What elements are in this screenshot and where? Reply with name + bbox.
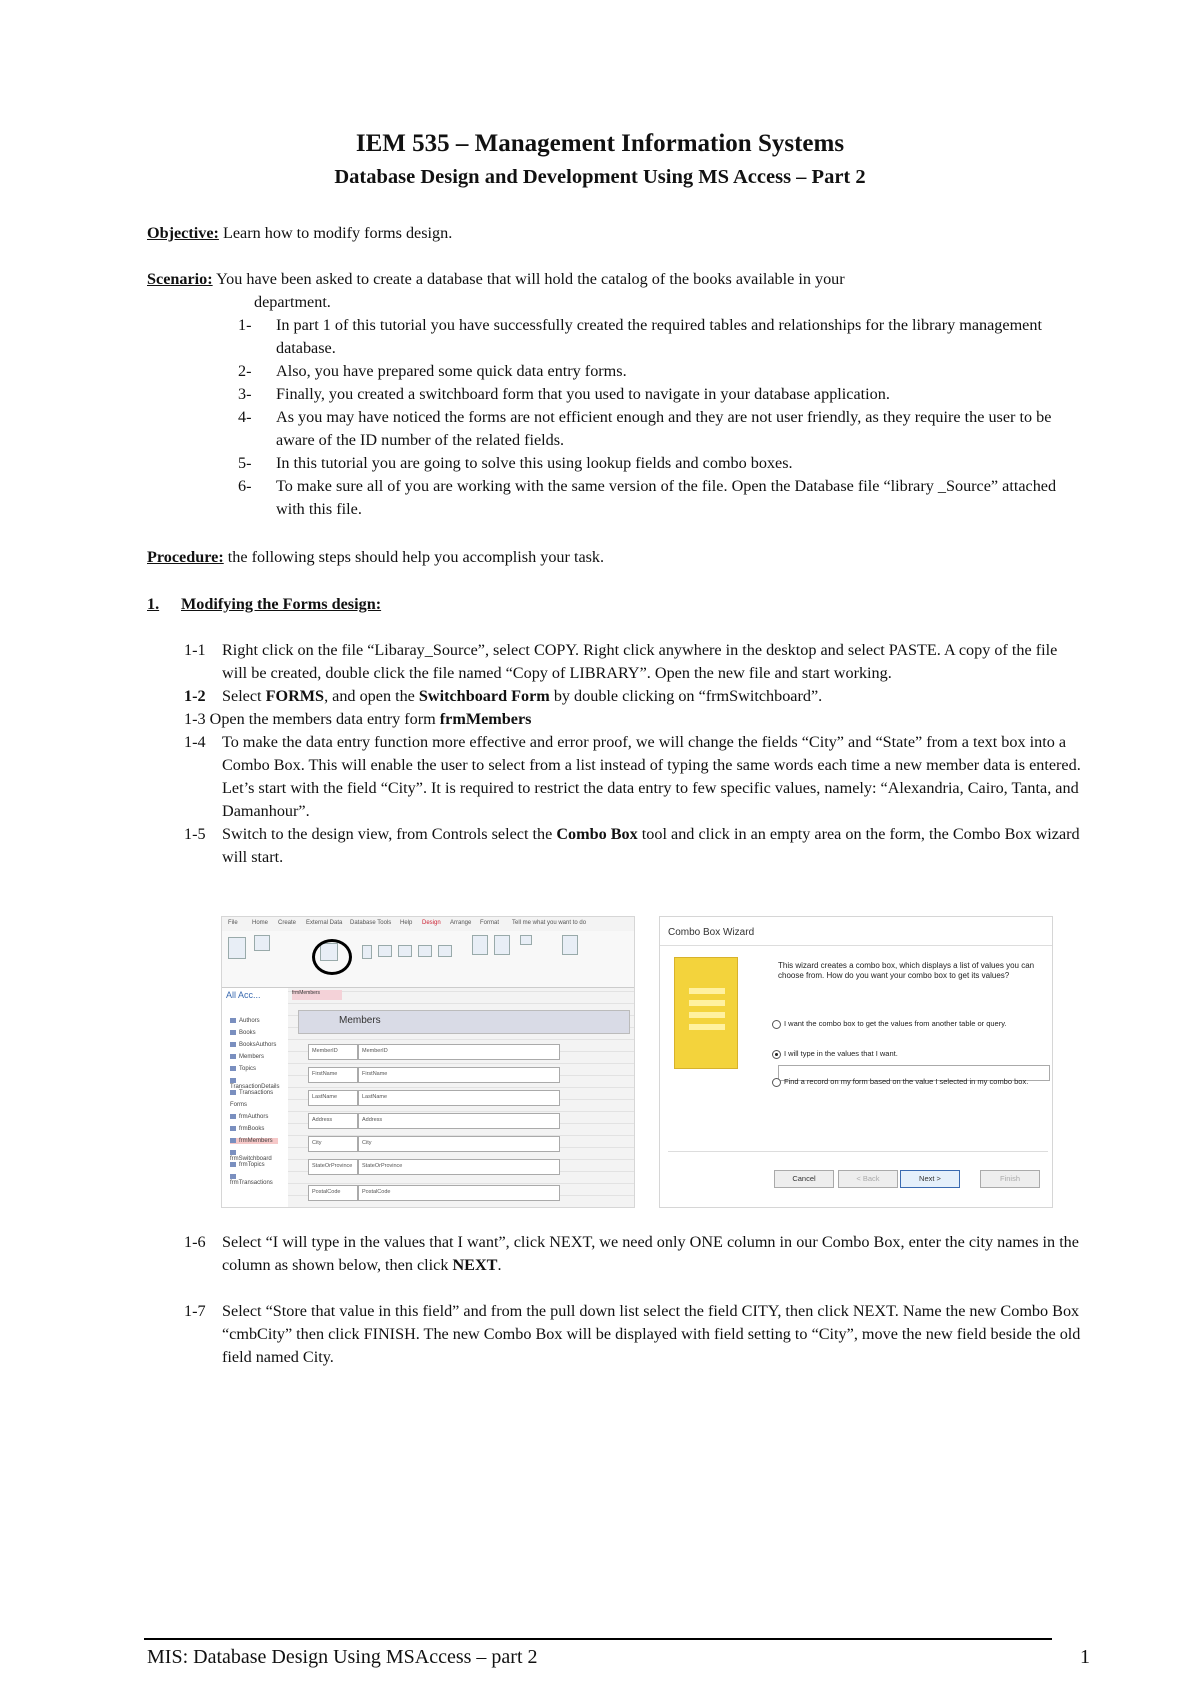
list-item bbox=[238, 314, 1088, 360]
scenario-text: You have been asked to create a database that will hold the catalog of the books available in your bbox=[212, 270, 845, 288]
step-1-5 bbox=[184, 823, 1084, 869]
option-text: I will type in the values that I want. bbox=[784, 1049, 898, 1058]
objective-paragraph bbox=[147, 222, 1077, 245]
scenario-paragraph bbox=[147, 268, 1077, 291]
document-title: IEM 535 – Management Information Systems bbox=[355, 130, 845, 157]
list-number: 5- bbox=[238, 454, 252, 472]
field-value-text: StateOrProvince bbox=[362, 1163, 403, 1169]
nav-item bbox=[230, 1090, 278, 1096]
nav-item bbox=[230, 1066, 278, 1072]
ribbon-tab: Arrange bbox=[450, 920, 472, 926]
step-text bbox=[222, 1231, 1084, 1277]
field-textbox bbox=[358, 1159, 560, 1175]
procedure-paragraph bbox=[147, 546, 1077, 569]
field-textbox bbox=[358, 1090, 560, 1106]
step-1-3 bbox=[184, 708, 1084, 731]
nav-item bbox=[230, 1162, 278, 1168]
step-text-part: Select “I will type in the values that I want”, click NEXT, we need only ONE column in our Combo Box, enter the city names in the column as shown below, then click bbox=[222, 1233, 1079, 1274]
insert-chart-icon bbox=[494, 935, 510, 955]
nav-item-label: frmTransactions bbox=[230, 1180, 273, 1187]
list-text: To make sure all of you are working with the same version of the file. Open the Database file “library _Source” attached with this file. bbox=[276, 477, 1057, 518]
option-text: Find a record on my form based on the value I selected in my combo box. bbox=[784, 1077, 1029, 1086]
step-number: 1-7 bbox=[184, 1302, 206, 1320]
step-number: 1-1 bbox=[184, 641, 206, 659]
objective-text: Learn how to modify forms design. bbox=[218, 224, 453, 242]
access-design-view-screenshot bbox=[221, 916, 635, 1208]
illustration-bar bbox=[689, 1012, 725, 1018]
ribbon bbox=[222, 931, 634, 988]
nav-item bbox=[230, 1126, 278, 1132]
field-label bbox=[308, 1067, 358, 1083]
step-text bbox=[222, 823, 1084, 869]
footer-text: MIS: Database Design Using MSAccess – part 2 bbox=[147, 1646, 538, 1668]
field-textbox bbox=[358, 1136, 560, 1152]
add-existing-fields-icon bbox=[562, 935, 578, 955]
document-subtitle: Database Design and Development Using MS Access – Part 2 bbox=[334, 166, 866, 188]
step-1-2 bbox=[184, 685, 1084, 708]
step-1-1 bbox=[184, 639, 1084, 685]
nav-item-label: TransactionDetails bbox=[230, 1084, 280, 1091]
list-number: 4- bbox=[238, 408, 252, 426]
field-value-text: Address bbox=[362, 1117, 383, 1123]
nav-item-label: Forms bbox=[230, 1102, 247, 1108]
step-text: Right click on the file “Libaray_Source”, select COPY. Right click anywhere in the desktop and select PASTE. A copy of the file will be created, double click the file named “Copy of LIBRARY”. Open the new file and start working. bbox=[222, 641, 1058, 682]
field-label-text: PostalCode bbox=[312, 1189, 341, 1195]
field-textbox bbox=[358, 1067, 560, 1083]
step-bold-combobox: Combo Box bbox=[556, 825, 638, 843]
illustration-bar bbox=[689, 988, 725, 994]
image-icon bbox=[438, 945, 452, 957]
page-number: 1 bbox=[1080, 1646, 1090, 1668]
field-label-text: Address bbox=[312, 1117, 333, 1123]
control-icon bbox=[362, 945, 372, 959]
wizard-description: This wizard creates a combo box, which displays a list of values you can choose from. How do you want your combo box to get its values? bbox=[778, 961, 1035, 980]
nav-item-label: Members bbox=[239, 1054, 265, 1061]
step-text-part: Select bbox=[222, 687, 266, 705]
step-text-part: . bbox=[497, 1256, 502, 1274]
field-value-text: City bbox=[362, 1140, 372, 1146]
step-text-part: 1-3 Open the members data entry form bbox=[184, 710, 440, 728]
nav-item-label: frmTopics bbox=[239, 1162, 265, 1169]
nav-item-selected bbox=[230, 1138, 278, 1144]
field-textbox bbox=[358, 1044, 560, 1060]
illustration-bar bbox=[689, 1000, 725, 1006]
wizard-divider bbox=[660, 945, 1052, 946]
field-label-text: StateOrProvince bbox=[312, 1163, 353, 1169]
tell-me-box: Tell me what you want to do bbox=[512, 920, 587, 926]
field-label bbox=[308, 1136, 358, 1152]
step-text: To make the data entry function more effective and error proof, we will change the fields “City” and “State” from a text box into a Combo Box. This will enable the user to select from a list instead of typing the same words each time a new member data is entered. Let’s start with the field “City”. It is required to restrict the data entry to few specific values, namely: “Alexandria, Cairo, Tanta, and Damanhour”. bbox=[222, 733, 1081, 820]
nav-item-label: Books bbox=[239, 1030, 256, 1037]
scenario-continuation: department. bbox=[254, 293, 331, 311]
field-textbox bbox=[358, 1185, 560, 1201]
step-text-part: by double clicking on “frmSwitchboard”. bbox=[549, 687, 823, 705]
ribbon-tabs bbox=[222, 917, 634, 931]
scenario-label: Scenario: bbox=[147, 270, 213, 288]
field-label-text: City bbox=[312, 1140, 322, 1146]
next-button: Next > bbox=[900, 1170, 960, 1188]
control-icon bbox=[398, 945, 412, 957]
step-number: 1-5 bbox=[184, 825, 206, 843]
ribbon-tab: External Data bbox=[306, 920, 343, 926]
form-design-area bbox=[288, 988, 634, 1207]
scenario-list bbox=[238, 314, 1088, 521]
nav-item bbox=[230, 1114, 278, 1120]
objective-label: Objective: bbox=[147, 224, 219, 242]
step-text-part: , and open the bbox=[324, 687, 419, 705]
procedure-label: Procedure: bbox=[147, 548, 224, 566]
finish-button: Finish bbox=[980, 1170, 1040, 1188]
themes-icon bbox=[254, 935, 270, 951]
view-icon bbox=[228, 937, 246, 959]
back-button: < Back bbox=[838, 1170, 898, 1188]
radio-icon bbox=[772, 1078, 781, 1087]
field-textbox bbox=[358, 1113, 560, 1129]
step-bold-frmmembers: frmMembers bbox=[439, 710, 532, 728]
highlight-circle bbox=[312, 939, 352, 975]
nav-item-label: frmAuthors bbox=[239, 1114, 269, 1121]
field-label bbox=[308, 1090, 358, 1106]
step-number: 1-4 bbox=[184, 733, 206, 751]
list-item bbox=[238, 383, 1088, 406]
logo-icon bbox=[520, 935, 532, 945]
ribbon-tab-active: Design bbox=[422, 920, 441, 926]
form-tab: frmMembers bbox=[292, 990, 342, 1000]
step-bold-forms: FORMS bbox=[265, 687, 325, 705]
step-number: 1-2 bbox=[184, 687, 206, 705]
step-bold-next: NEXT bbox=[452, 1256, 498, 1274]
control-icon bbox=[378, 945, 392, 957]
radio-icon bbox=[772, 1020, 781, 1029]
list-item bbox=[238, 452, 1088, 475]
section-title: Modifying the Forms design: bbox=[181, 595, 382, 613]
form-header bbox=[298, 1010, 630, 1034]
combo-box-wizard-screenshot bbox=[659, 916, 1053, 1208]
checkbox-icon bbox=[418, 945, 432, 957]
nav-item-label: frmMembers bbox=[239, 1138, 273, 1145]
field-value-text: PostalCode bbox=[362, 1189, 391, 1195]
ribbon-tab: Help bbox=[400, 920, 413, 926]
nav-item bbox=[230, 1030, 278, 1036]
list-text: Finally, you created a switchboard form that you used to navigate in your database application. bbox=[276, 385, 890, 403]
section-heading bbox=[147, 593, 381, 616]
ribbon-tab: Format bbox=[480, 920, 500, 926]
nav-item-label: frmSwitchboard bbox=[230, 1156, 272, 1163]
nav-item-label: Transactions bbox=[239, 1090, 274, 1097]
field-label bbox=[308, 1113, 358, 1129]
nav-item-label: Topics bbox=[239, 1066, 257, 1073]
step-text-part: Switch to the design view, from Controls select the bbox=[222, 825, 557, 843]
wizard-button-divider bbox=[668, 1151, 1048, 1152]
nav-item bbox=[230, 1174, 278, 1187]
list-text: As you may have noticed the forms are not efficient enough and they are not user friendly, as they require the user to be aware of the ID number of the related fields. bbox=[276, 408, 1052, 449]
nav-item-label: BooksAuthors bbox=[239, 1042, 277, 1049]
list-number: 6- bbox=[238, 477, 252, 495]
procedure-text: the following steps should help you accomplish your task. bbox=[223, 548, 605, 566]
list-item bbox=[238, 406, 1088, 452]
step-text bbox=[222, 685, 1084, 708]
field-value-text: MemberID bbox=[362, 1048, 388, 1054]
step-1-7 bbox=[184, 1300, 1084, 1369]
nav-item bbox=[230, 1054, 278, 1060]
list-text: In this tutorial you are going to solve this using lookup fields and combo boxes. bbox=[276, 454, 793, 472]
cancel-button: Cancel bbox=[774, 1170, 834, 1188]
list-item bbox=[238, 360, 1088, 383]
step-1-4 bbox=[184, 731, 1084, 823]
field-label-text: FirstName bbox=[312, 1071, 338, 1077]
ribbon-tab: Database Tools bbox=[350, 920, 392, 926]
nav-item bbox=[230, 1018, 278, 1024]
step-number: 1-6 bbox=[184, 1233, 206, 1251]
wizard-title: Combo Box Wizard bbox=[668, 927, 755, 938]
field-value-text: FirstName bbox=[362, 1071, 388, 1077]
section-number: 1. bbox=[147, 595, 160, 613]
list-number: 1- bbox=[238, 316, 252, 334]
list-text: Also, you have prepared some quick data entry forms. bbox=[276, 362, 627, 380]
ribbon-tab: Create bbox=[278, 920, 297, 926]
field-label bbox=[308, 1044, 358, 1060]
list-text: In part 1 of this tutorial you have successfully created the required tables and relationships for the library management database. bbox=[276, 316, 1042, 357]
field-label-text: LastName bbox=[312, 1094, 338, 1100]
step-bold-switchboard: Switchboard Form bbox=[418, 687, 550, 705]
ribbon-tab: Home bbox=[252, 920, 269, 926]
step-1-6 bbox=[184, 1231, 1084, 1277]
navigation-pane bbox=[222, 988, 289, 1207]
insert-image-icon bbox=[472, 935, 488, 955]
nav-pane-title: All Acc... bbox=[226, 990, 261, 1000]
wizard-illustration bbox=[674, 957, 738, 1069]
step-text: Select “Store that value in this field” and from the pull down list select the field CITY, then click NEXT. Name the new Combo Box “cmbCity” then click FINISH. The new Combo Box will be displayed with field setting to “City”, move the new field beside the old field named City. bbox=[222, 1302, 1081, 1366]
nav-item bbox=[230, 1150, 278, 1163]
nav-item bbox=[230, 1078, 280, 1091]
radio-selected-icon bbox=[772, 1050, 781, 1059]
field-label bbox=[308, 1185, 358, 1201]
nav-item-label: Authors bbox=[239, 1018, 260, 1025]
steps-list-continued bbox=[184, 1231, 1084, 1369]
form-header-label: Members bbox=[339, 1015, 381, 1026]
option-text: I want the combo box to get the values from another table or query. bbox=[784, 1019, 1007, 1028]
steps-list bbox=[184, 639, 1084, 869]
list-number: 3- bbox=[238, 385, 252, 403]
list-number: 2- bbox=[238, 362, 252, 380]
nav-item bbox=[230, 1042, 278, 1048]
step-text-part: tool and click in an empty area on the form, the Combo Box wizard will start. bbox=[222, 825, 1080, 866]
field-label-text: MemberID bbox=[312, 1048, 338, 1054]
ribbon-tab: File bbox=[228, 920, 238, 926]
field-label bbox=[308, 1159, 358, 1175]
field-value-text: LastName bbox=[362, 1094, 388, 1100]
illustration-bar bbox=[689, 1024, 725, 1030]
nav-item bbox=[230, 1102, 278, 1108]
list-item bbox=[238, 475, 1088, 521]
nav-item-label: frmBooks bbox=[239, 1126, 265, 1133]
footer-rule bbox=[144, 1638, 1052, 1640]
